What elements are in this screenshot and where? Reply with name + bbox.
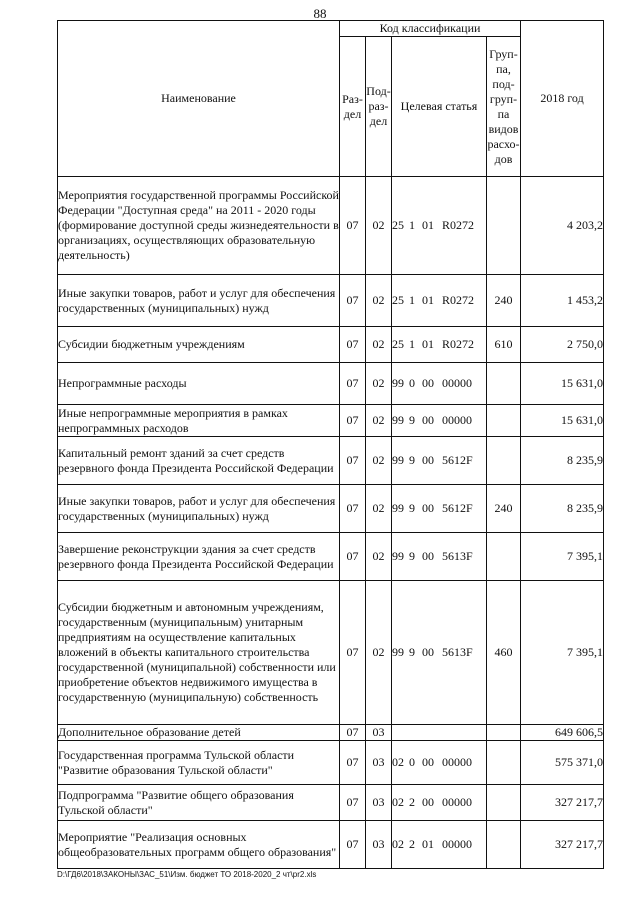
header-razdel <box>340 37 366 177</box>
target-article-part: 0 <box>409 755 415 769</box>
target-article-part: 00 <box>422 795 434 809</box>
row-podrazdel: 02 <box>366 275 392 327</box>
page-number: 88 <box>313 6 327 21</box>
row-podrazdel: 02 <box>366 533 392 581</box>
row-razdel: 07 <box>340 821 366 869</box>
row-target-article <box>392 785 487 821</box>
row-name: Иные закупки товаров, работ и услуг для обеспечения государственных (муниципальных) нужд <box>58 275 340 327</box>
row-vid <box>487 725 521 741</box>
header-vid-text: Груп- па, под- груп- па видов расхо- дов <box>487 46 520 166</box>
row-razdel: 07 <box>340 581 366 725</box>
target-article-part: 5613F <box>442 645 473 659</box>
header-podrazdel <box>366 37 392 177</box>
row-podrazdel: 02 <box>366 327 392 363</box>
row-name: Подпрограмма "Развитие общего образования Тульской области" <box>58 785 340 821</box>
header-razdel-text: Раз- дел <box>342 91 363 121</box>
target-article-part: 01 <box>422 837 434 851</box>
target-article-part: 01 <box>422 218 434 232</box>
row-razdel: 07 <box>340 327 366 363</box>
row-razdel: 07 <box>340 177 366 275</box>
header-name: Наименование <box>58 21 340 177</box>
row-amount: 575 371,0 <box>521 741 604 785</box>
row-amount: 1 453,2 <box>521 275 604 327</box>
target-article-part: 00 <box>422 501 434 515</box>
row-target-article <box>392 405 487 437</box>
row-razdel: 07 <box>340 485 366 533</box>
target-article-part: R0272 <box>442 337 475 351</box>
row-podrazdel: 03 <box>366 821 392 869</box>
row-vid: 610 <box>487 327 521 363</box>
row-vid <box>487 741 521 785</box>
table-body <box>58 177 604 869</box>
target-article-part: 00 <box>422 755 434 769</box>
row-target-article <box>392 327 487 363</box>
target-article-part: 5613F <box>442 549 473 563</box>
row-amount: 15 631,0 <box>521 363 604 405</box>
row-vid <box>487 363 521 405</box>
file-path-footer: D:\ГД6\2018\ЗАКОНЫ\ЗАС_51\Изм. бюджет ТО 2018-2020_2 чт\pr2.xls <box>57 870 317 879</box>
table-row <box>58 821 604 869</box>
target-article-part: 00 <box>422 413 434 427</box>
row-name: Иные закупки товаров, работ и услуг для обеспечения государственных (муниципальных) нужд <box>58 485 340 533</box>
row-vid <box>487 437 521 485</box>
budget-table <box>57 20 604 869</box>
target-article-part: 01 <box>422 293 434 307</box>
row-name: Завершение реконструкции здания за счет средств резервного фонда Президента Российской Федерации <box>58 533 340 581</box>
row-name: Капитальный ремонт зданий за счет средств резервного фонда Президента Российской Федерации <box>58 437 340 485</box>
table-row <box>58 581 604 725</box>
row-amount: 649 606,5 <box>521 725 604 741</box>
header-row-top <box>58 21 604 37</box>
row-amount: 15 631,0 <box>521 405 604 437</box>
table-row <box>58 177 604 275</box>
target-article-part: 99 <box>392 413 404 427</box>
table-row <box>58 725 604 741</box>
target-article-part: 00000 <box>442 413 472 427</box>
row-amount: 7 395,1 <box>521 581 604 725</box>
target-article-part: 1 <box>409 293 415 307</box>
target-article-part: R0272 <box>442 218 475 232</box>
target-article-part: 0 <box>409 376 415 390</box>
row-vid: 240 <box>487 275 521 327</box>
row-amount: 327 217,7 <box>521 785 604 821</box>
header-classification: Код классификации <box>340 21 521 37</box>
target-article-part: R0272 <box>442 293 475 307</box>
row-vid <box>487 177 521 275</box>
target-article-part: 00 <box>422 453 434 467</box>
target-article-part: 2 <box>409 795 415 809</box>
row-podrazdel: 03 <box>366 741 392 785</box>
target-article-part: 99 <box>392 453 404 467</box>
table-row <box>58 275 604 327</box>
row-target-article <box>392 581 487 725</box>
row-name: Субсидии бюджетным и автономным учреждениям, государственным (муниципальным) унитарным предприятиям на осуществление капитальных вложений в объекты капитального строительства государственной (муниципальной) собственности или приобретение объектов недвижимого имущества в государственную (муниципальную) собственность <box>58 581 340 725</box>
table-row <box>58 405 604 437</box>
target-article-part: 25 <box>392 337 404 351</box>
target-article-part: 9 <box>409 645 415 659</box>
row-name: Дополнительное образование детей <box>58 725 340 741</box>
row-target-article <box>392 177 487 275</box>
table-row <box>58 437 604 485</box>
row-amount: 8 235,9 <box>521 437 604 485</box>
target-article-part: 00 <box>422 376 434 390</box>
table-row <box>58 533 604 581</box>
row-target-article <box>392 363 487 405</box>
table-row <box>58 485 604 533</box>
row-target-article <box>392 437 487 485</box>
row-podrazdel: 02 <box>366 581 392 725</box>
row-podrazdel: 03 <box>366 725 392 741</box>
row-razdel: 07 <box>340 363 366 405</box>
header-target: Целевая статья <box>392 37 487 177</box>
table-row <box>58 327 604 363</box>
target-article-part: 25 <box>392 218 404 232</box>
row-amount: 327 217,7 <box>521 821 604 869</box>
table-row <box>58 785 604 821</box>
row-podrazdel: 02 <box>366 405 392 437</box>
row-name: Государственная программа Тульской области "Развитие образования Тульской области" <box>58 741 340 785</box>
target-article-part: 5612F <box>442 501 473 515</box>
row-vid <box>487 533 521 581</box>
row-amount: 2 750,0 <box>521 327 604 363</box>
row-target-article <box>392 533 487 581</box>
target-article-part: 00000 <box>442 376 472 390</box>
row-target-article <box>392 485 487 533</box>
row-name: Мероприятие "Реализация основных общеобразовательных программ общего образования" <box>58 821 340 869</box>
row-podrazdel: 02 <box>366 485 392 533</box>
row-name: Субсидии бюджетным учреждениям <box>58 327 340 363</box>
row-target-article <box>392 821 487 869</box>
row-razdel: 07 <box>340 405 366 437</box>
row-amount: 4 203,2 <box>521 177 604 275</box>
row-vid <box>487 785 521 821</box>
row-razdel: 07 <box>340 275 366 327</box>
row-name: Мероприятия государственной программы Российской Федерации "Доступная среда" на 2011 - 2020 годы (формирование доступной среды жизнедеятельности в организациях, осуществляющих образовательную деятельность) <box>58 177 340 275</box>
row-vid <box>487 405 521 437</box>
row-target-article <box>392 725 487 741</box>
target-article-part: 02 <box>392 755 404 769</box>
row-target-article <box>392 275 487 327</box>
target-article-part: 1 <box>409 337 415 351</box>
row-razdel: 07 <box>340 725 366 741</box>
row-target-article <box>392 741 487 785</box>
header-vid <box>487 37 521 177</box>
row-razdel: 07 <box>340 785 366 821</box>
row-vid <box>487 821 521 869</box>
target-article-part: 00 <box>422 549 434 563</box>
table-row <box>58 741 604 785</box>
target-article-part: 02 <box>392 837 404 851</box>
row-vid: 460 <box>487 581 521 725</box>
target-article-part: 9 <box>409 453 415 467</box>
target-article-part: 99 <box>392 376 404 390</box>
header-podrazdel-text: Под- раз- дел <box>366 84 391 128</box>
target-article-part: 99 <box>392 549 404 563</box>
target-article-part: 9 <box>409 413 415 427</box>
row-name: Непрограммные расходы <box>58 363 340 405</box>
row-podrazdel: 03 <box>366 785 392 821</box>
target-article-part: 25 <box>392 293 404 307</box>
target-article-part: 02 <box>392 795 404 809</box>
row-razdel: 07 <box>340 437 366 485</box>
target-article-part: 00 <box>422 645 434 659</box>
row-amount: 8 235,9 <box>521 485 604 533</box>
row-podrazdel: 02 <box>366 363 392 405</box>
target-article-part: 00000 <box>442 755 472 769</box>
target-article-part: 00000 <box>442 837 472 851</box>
target-article-part: 00000 <box>442 795 472 809</box>
row-name: Иные непрограммные мероприятия в рамках непрограммных расходов <box>58 405 340 437</box>
target-article-part: 99 <box>392 501 404 515</box>
target-article-part: 9 <box>409 501 415 515</box>
target-article-part: 99 <box>392 645 404 659</box>
row-amount: 7 395,1 <box>521 533 604 581</box>
row-vid: 240 <box>487 485 521 533</box>
row-razdel: 07 <box>340 741 366 785</box>
row-podrazdel: 02 <box>366 437 392 485</box>
target-article-part: 2 <box>409 837 415 851</box>
target-article-part: 01 <box>422 337 434 351</box>
row-razdel: 07 <box>340 533 366 581</box>
table-row <box>58 363 604 405</box>
target-article-part: 1 <box>409 218 415 232</box>
target-article-part: 9 <box>409 549 415 563</box>
target-article-part: 5612F <box>442 453 473 467</box>
header-year: 2018 год <box>521 21 604 177</box>
row-podrazdel: 02 <box>366 177 392 275</box>
